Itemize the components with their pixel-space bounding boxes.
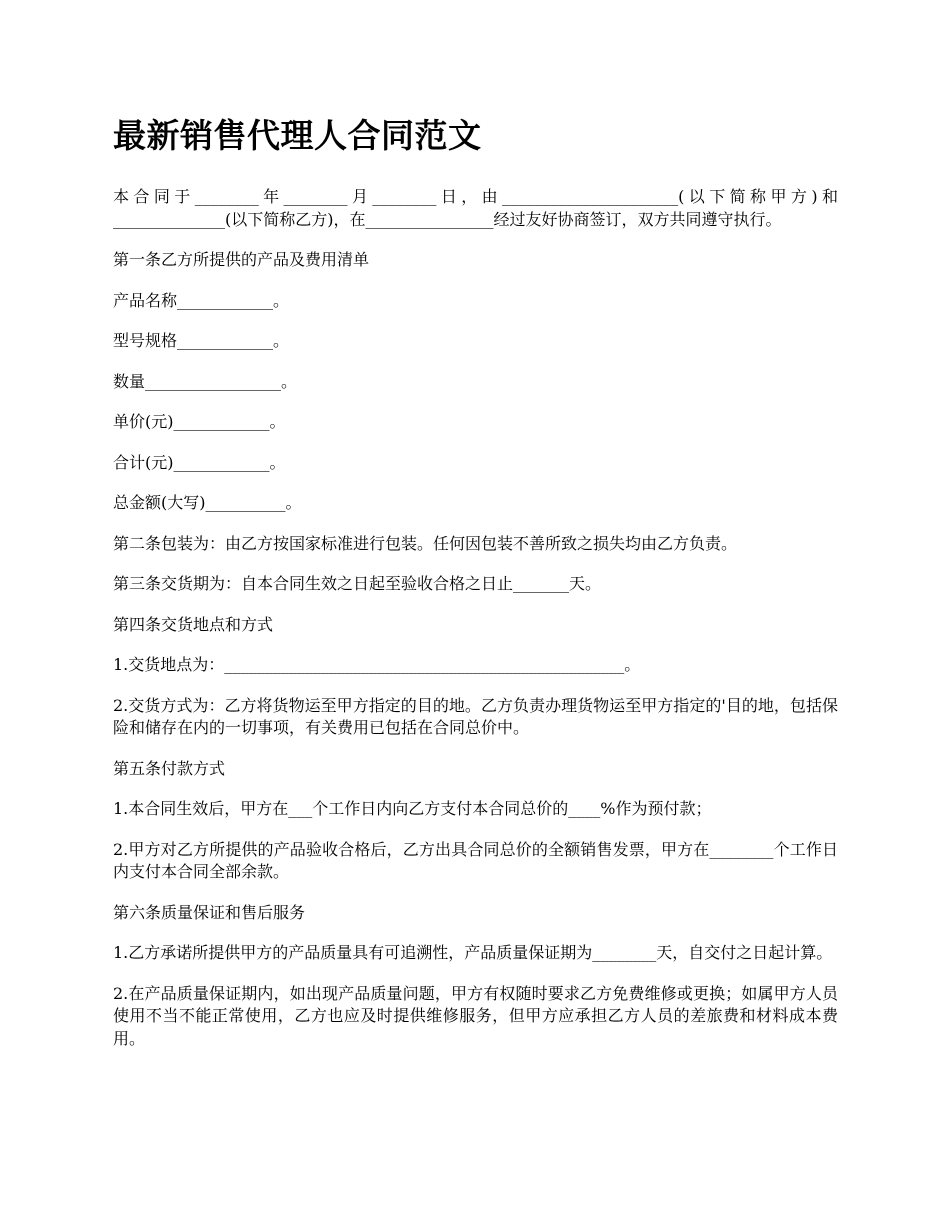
payment-clause-2: 2.甲方对乙方所提供的产品验收合格后，乙方出具合同总价的全额销售发票，甲方在________个工作日内支付本合同全部余款。 [113,839,838,881]
document-page [113,112,838,1068]
delivery-location-line: 1.交货地点为：__________________________________________________。 [113,655,641,674]
model-spec-line: 型号规格____________。 [113,331,290,350]
quantity-line: 数量_________________。 [113,371,298,391]
payment-clause-1: 1.本合同生效后，甲方在___个工作日内向乙方支付本合同总价的____%作为预付款； [113,799,712,818]
article-4-heading: 第四条交货地点和方式 [113,614,274,634]
article-5-heading: 第五条付款方式 [113,758,226,778]
article-6-heading: 第六条质量保证和售后服务 [113,902,306,922]
document-title: 最新销售代理人合同范文 [113,116,482,155]
delivery-method-paragraph: 2.交货方式为：乙方将货物运至甲方指定的目的地。乙方负责办理货物运至甲方指定的'目的地，包括保险和储存在内的一切事项，有关费用已包括在合同总价中。 [113,695,838,737]
subtotal-line: 合计(元)____________。 [113,452,286,472]
product-name-line: 产品名称____________。 [113,290,290,310]
article-3-delivery-period: 第三条交货期为：自本合同生效之日起至验收合格之日止_______天。 [113,574,602,593]
total-amount-line: 总金额(大写)__________。 [113,493,302,512]
paragraph-preamble: 本合同于________年________月________日，由______________________(以下简称甲方)和______________(以下简称乙方)，在________________经过友好协商签订，双方共同遵守执行。 [113,187,838,229]
warranty-clause-2: 2.在产品质量保证期内，如出现产品质量问题，甲方有权随时要求乙方免费维修或更换；如属甲方人员使用不当不能正常使用，乙方也应及时提供维修服务，但甲方应承担乙方人员的差旅费和材料成本费用。 [113,983,838,1048]
warranty-clause-1: 1.乙方承诺所提供甲方的产品质量具有可追溯性，产品质量保证期为________天，自交付之日起计算。 [113,943,833,962]
article-2-packaging: 第二条包装为：由乙方按国家标准进行包装。任何因包装不善所致之损失均由乙方负责。 [113,533,738,553]
unit-price-line: 单价(元)____________。 [113,412,286,431]
article-1-heading: 第一条乙方所提供的产品及费用清单 [113,250,370,269]
